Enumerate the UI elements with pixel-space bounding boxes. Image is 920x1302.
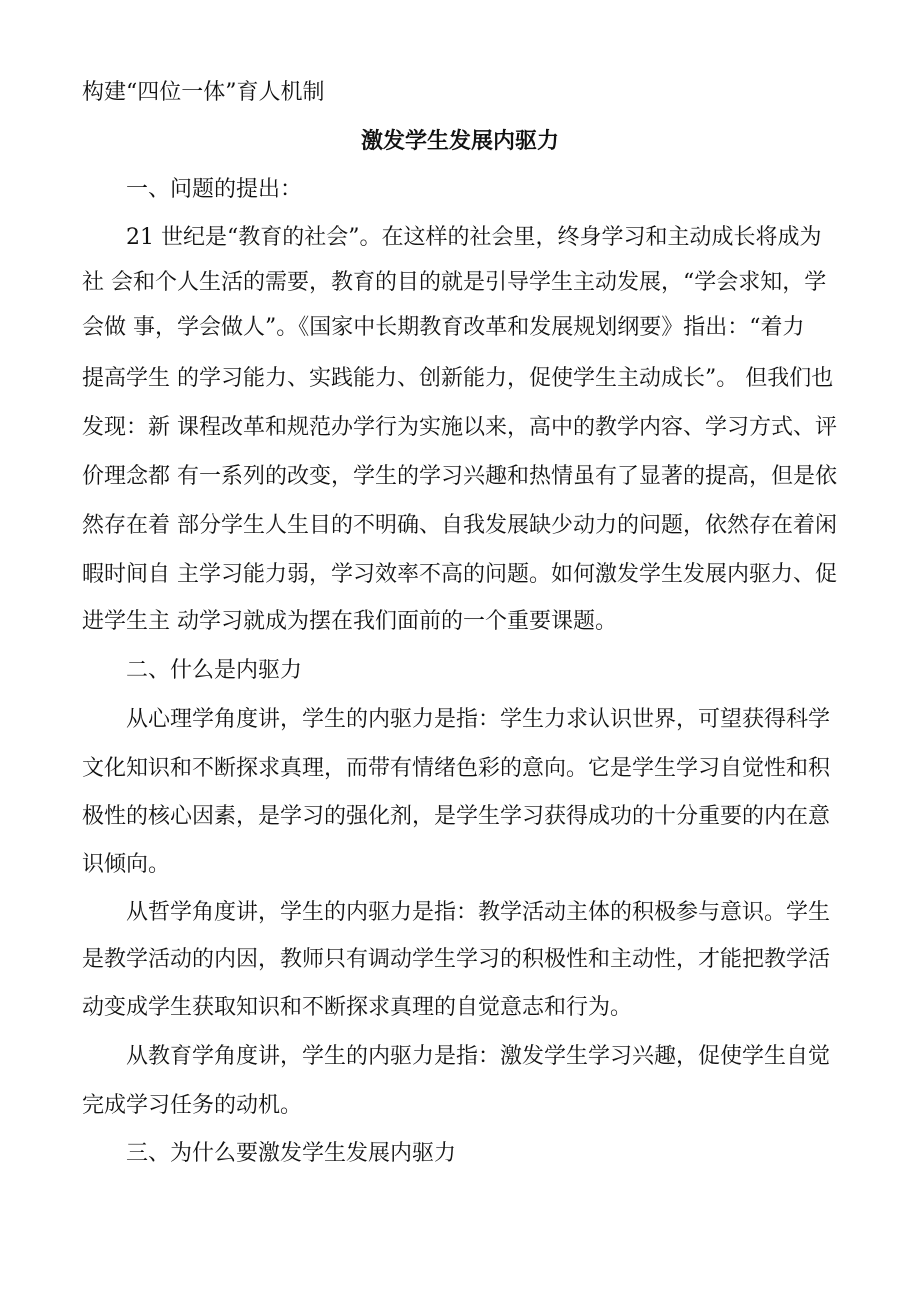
paragraph-line: 进学生主 动学习就成为摆在我们面前的一个重要课题。 <box>82 609 617 634</box>
paragraph-line: 价理念都 有一系列的改变，学生的学习兴趣和热情虽有了显著的提高，但是依 <box>82 464 837 489</box>
paragraph-line: 会做 事，学会做人”。《国家中长期教育改革和发展规划纲要》指出：“着力 <box>82 315 805 340</box>
paragraph-line: 识倾向。 <box>82 852 171 877</box>
paragraph-line: 从教育学角度讲，学生的内驱力是指：激发学生学习兴趣，促使学生自觉 <box>126 1044 831 1069</box>
paragraph-line: 提高学生 的学习能力、实践能力、创新能力，促使学生主动成长”。 但我们也 <box>82 366 834 391</box>
paragraph-line: 从心理学角度讲，学生的内驱力是指：学生力求认识世界，可望获得科学 <box>126 707 831 732</box>
paragraph-line: 极性的核心因素，是学习的强化剂，是学生学习获得成功的十分重要的内在意 <box>82 804 831 829</box>
top-line: 构建“四位一体”育人机制 <box>82 80 325 105</box>
paragraph-line: 从哲学角度讲，学生的内驱力是指：教学活动主体的积极参与意识。学生 <box>126 900 831 925</box>
paragraph-line: 文化知识和不断探求真理，而带有情绪色彩的意向。它是学生学习自觉性和积 <box>82 756 831 781</box>
paragraph-line: 发现：新 课程改革和规范办学行为实施以来，高中的教学内容、学习方式、评 <box>82 415 837 440</box>
document-title: 激发学生发展内驱力 <box>360 129 559 154</box>
paragraph-line: 21 世纪是“教育的社会”。在这样的社会里，终身学习和主动成长将成为 <box>126 225 822 250</box>
section-heading-3: 三、为什么要激发学生发展内驱力 <box>126 1141 457 1166</box>
paragraph-line: 社 会和个人生活的需要，教育的目的就是引导学生主动发展，“学会求知，学 <box>82 270 827 295</box>
section-heading-1: 一、问题的提出： <box>126 177 303 202</box>
paragraph-line: 动变成学生获取知识和不断探求真理的自觉意志和行为。 <box>82 995 633 1020</box>
paragraph-line: 是教学活动的内因，教师只有调动学生学习的积极性和主动性，才能把教学活 <box>82 947 831 972</box>
section-heading-2: 二、什么是内驱力 <box>126 658 303 683</box>
paragraph-line: 暇时间自 主学习能力弱，学习效率不高的问题。如何激发学生发展内驱力、促 <box>82 562 837 587</box>
paragraph-line: 然存在着 部分学生人生目的不明确、自我发展缺少动力的问题，依然存在着闲 <box>82 513 837 538</box>
paragraph-line: 完成学习任务的动机。 <box>82 1093 303 1118</box>
